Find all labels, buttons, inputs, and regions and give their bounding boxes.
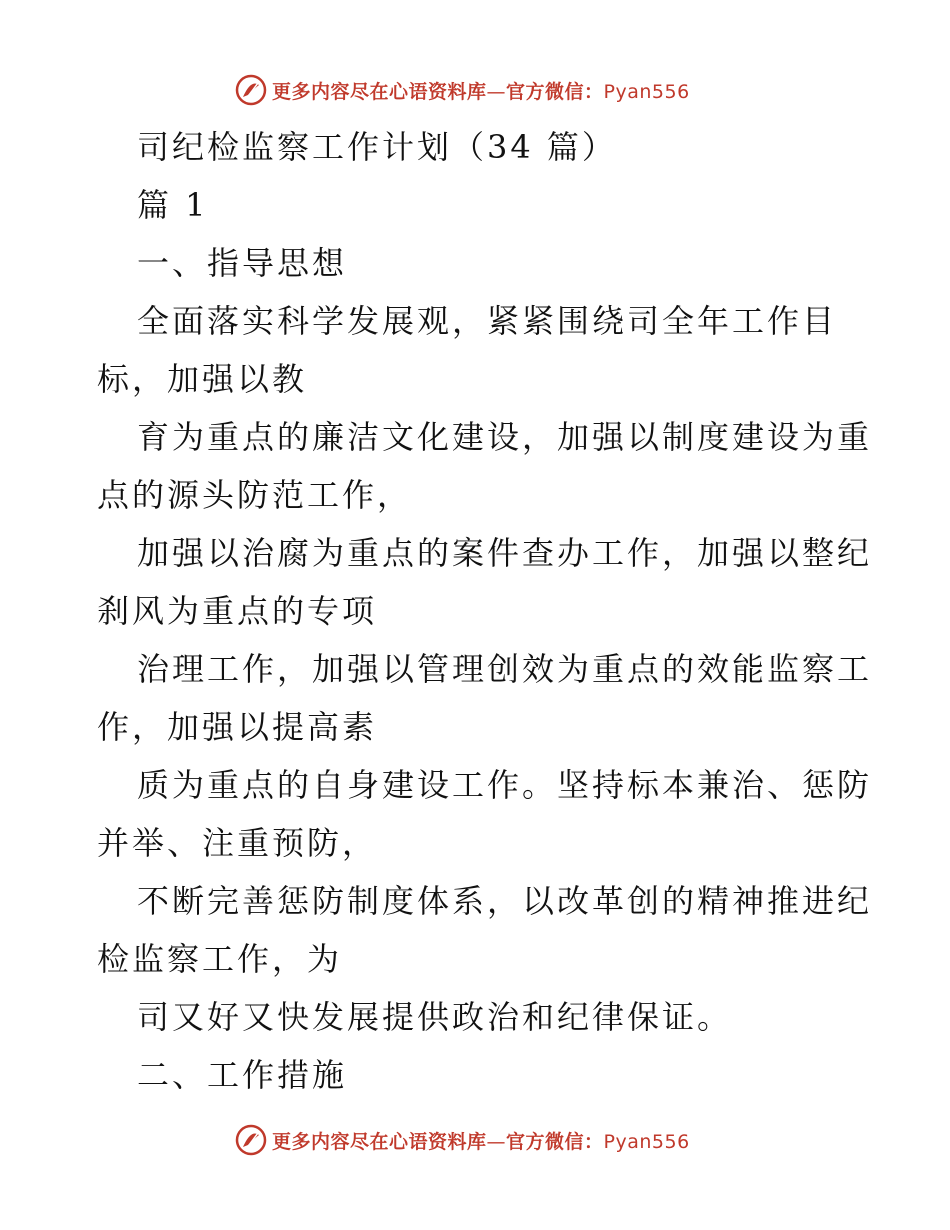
paragraph-line: 质为重点的自身建设工作。坚持标本兼治、惩防 <box>137 766 873 804</box>
paragraph-line: 标，加强以教 <box>97 360 308 398</box>
watermark-text <box>272 1127 690 1154</box>
paragraph-line: 治理工作，加强以管理创效为重点的效能监察工 <box>137 650 873 688</box>
watermark-sub: 官方微信： <box>506 1130 604 1153</box>
paragraph-line: 育为重点的廉洁文化建设，加强以制度建设为重 <box>137 418 873 456</box>
document-title: 司纪检监察工作计划（34 篇） <box>137 128 617 166</box>
footer-watermark <box>234 1122 690 1158</box>
watermark-main: 更多内容尽在心语资料库 <box>272 1130 487 1153</box>
paragraph-line: 司又好又快发展提供政治和纪律保证。 <box>137 998 733 1036</box>
heading-work-measures: 二、工作措施 <box>137 1056 348 1094</box>
watermark-sub: 官方微信： <box>506 80 604 103</box>
header-watermark <box>234 72 690 108</box>
document-body <box>97 118 873 1104</box>
paragraph-line: 全面落实科学发展观，紧紧围绕司全年工作目 <box>137 302 838 340</box>
paragraph-line: 点的源头防范工作， <box>97 476 413 514</box>
paragraph-line: 不断完善惩防制度体系，以改革创的精神推进纪 <box>137 882 873 920</box>
section-label: 篇 1 <box>137 186 209 224</box>
watermark-account: Pyan556 <box>603 1130 690 1153</box>
watermark-separator: — <box>486 1130 507 1153</box>
watermark-main: 更多内容尽在心语资料库 <box>272 80 487 103</box>
paragraph-line: 检监察工作，为 <box>97 940 343 978</box>
watermark-separator: — <box>486 80 507 103</box>
heading-guiding-ideology: 一、指导思想 <box>137 244 348 282</box>
paragraph-line: 刹风为重点的专项 <box>97 592 378 630</box>
paragraph-line: 作，加强以提高素 <box>97 708 378 746</box>
logo-icon <box>234 1123 268 1157</box>
logo-icon <box>234 73 268 107</box>
paragraph-line: 并举、注重预防， <box>97 824 378 862</box>
watermark-text <box>272 77 690 104</box>
paragraph-line: 加强以治腐为重点的案件查办工作，加强以整纪 <box>137 534 873 572</box>
watermark-account: Pyan556 <box>603 80 690 103</box>
